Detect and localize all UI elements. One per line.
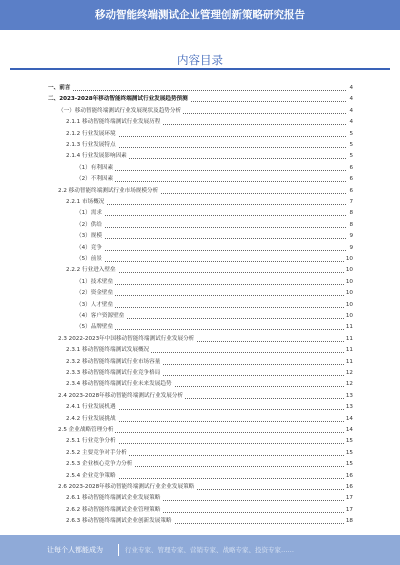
toc-page-number: 14 (345, 415, 353, 422)
toc-entry[interactable] (0, 209, 400, 218)
title-divider (10, 68, 390, 70)
toc-entry-title: 2.3.4 移动智能终端测试行业未来发展趋势 (66, 381, 172, 388)
toc-entry-title: 2.1.2 行业发展环境 (66, 130, 116, 137)
toc-entry-title: 2.3 2022-2023年中国移动智能终端测试行业发展分析 (58, 335, 195, 342)
toc-page-number: 17 (345, 506, 353, 513)
page-title: 内容目录 (177, 53, 223, 67)
toc-entry-title: 2.1.1 移动智能终端测试行业发展历程 (66, 119, 161, 126)
toc-entry[interactable] (0, 494, 400, 503)
toc-page-number: 4 (349, 107, 353, 114)
toc-entry[interactable] (0, 323, 400, 332)
toc-page-number: 13 (345, 404, 353, 411)
toc-entry-title: 2.4 2023-2028年移动智能终端测试行业发展分析 (58, 392, 184, 399)
toc-leader-dots (76, 181, 350, 182)
header-title: 移动智能终端测试企业管理创新策略研究报告 (95, 9, 305, 21)
toc-entry[interactable] (0, 95, 400, 104)
toc-entry[interactable] (0, 164, 400, 173)
toc-entry[interactable] (0, 187, 400, 196)
toc-entry[interactable] (0, 175, 400, 184)
toc-entry-title: （3）规模 (76, 233, 102, 240)
toc-page-number: 10 (345, 256, 353, 262)
footer-slogan: 让每个人都能成为 (47, 546, 103, 554)
toc-page-number: 18 (345, 518, 353, 525)
toc-entry-title: 2.3.3 移动智能终端测试行业竞争格局 (66, 370, 161, 376)
toc-entry-title: 2.2 移动智能终端测试行业市场规模分析 (58, 187, 159, 194)
toc-entry-title: （2）资金壁垒 (76, 290, 114, 297)
toc-entry-title: 2.5.4 企业竞争策略 (66, 472, 116, 479)
toc-entry[interactable] (0, 369, 400, 378)
toc-entry-title: 2.2.2 行业进入壁垒 (66, 267, 116, 274)
toc-entry-title: （5）品牌壁垒 (76, 324, 114, 331)
document-footer (0, 535, 400, 565)
toc-page-number: 8 (349, 210, 353, 217)
toc-page-number: 10 (345, 301, 353, 308)
toc-entry-title: （1）需求 (76, 210, 102, 217)
toc-page-number: 4 (349, 85, 353, 91)
toc-entry[interactable] (0, 506, 400, 515)
document-header (0, 0, 400, 30)
toc-leader-dots (76, 295, 350, 296)
toc-entry-title: 2.5.2 主要竞争对手分析 (66, 449, 127, 456)
toc-entry[interactable] (0, 335, 400, 344)
toc-leader-dots (76, 170, 350, 171)
toc-entry-title: 2.6.3 移动智能终端测试企业创新发展策略 (66, 518, 172, 525)
toc-entry[interactable] (0, 449, 400, 458)
toc-page-number: 7 (349, 199, 353, 205)
toc-entry[interactable] (0, 301, 400, 310)
toc-leader-dots (76, 307, 350, 308)
toc-entry-title: 2.5 企业战略管理分析 (58, 427, 114, 433)
toc-entry[interactable] (0, 289, 400, 298)
toc-entry[interactable] (0, 232, 400, 241)
toc-leader-dots (76, 329, 350, 330)
toc-entry-title: 2.1.3 行业发展特点 (66, 142, 116, 148)
toc-entry[interactable] (0, 198, 400, 207)
toc-leader-dots (76, 250, 350, 251)
toc-entry-title: （4）竞争 (76, 244, 102, 251)
toc-page-number: 16 (345, 484, 353, 490)
toc-page-number: 9 (349, 233, 353, 240)
toc-entry-title: 2.4.2 行业发展挑战 (66, 415, 116, 422)
toc-entry[interactable] (0, 221, 400, 230)
toc-entry-title: 2.3.2 移动智能终端测试行业市场容量 (66, 358, 161, 365)
toc-entry[interactable] (0, 266, 400, 275)
toc-page-number: 4 (349, 119, 353, 126)
toc-leader-dots (76, 238, 350, 239)
toc-leader-dots (76, 215, 350, 216)
toc-page-number: 6 (349, 176, 353, 183)
toc-entry-title: （4）客户资源壁垒 (76, 313, 125, 319)
toc-entry[interactable] (0, 84, 400, 93)
toc-page-number: 5 (349, 130, 353, 137)
toc-page-number: 5 (349, 142, 353, 148)
toc-entry[interactable] (0, 141, 400, 150)
toc-entry[interactable] (0, 472, 400, 481)
toc-entry-title: 2.5.3 企业核心竞争力分析 (66, 461, 133, 468)
toc-page-number: 8 (349, 221, 353, 228)
toc-entry-title: 二、2023-2028年移动智能终端测试行业发展趋势预测 (48, 96, 188, 103)
toc-entry-title: （3）人才壁垒 (76, 301, 114, 308)
toc-page-number: 16 (345, 472, 353, 479)
toc-entry-title: 2.6 2023-2028年移动智能终端测试行业企业发展策略 (58, 484, 195, 490)
toc-entry[interactable] (0, 460, 400, 469)
toc-page-number: 14 (345, 427, 353, 433)
toc-entry-title: 2.6.2 移动智能终端测试企业管理策略 (66, 506, 161, 513)
toc-page-number: 11 (345, 324, 353, 331)
toc-page-number: 11 (345, 335, 353, 342)
toc-leader-dots (76, 261, 350, 262)
toc-entry-title: 2.2.1 市场概况 (66, 199, 105, 205)
toc-page-number: 15 (345, 449, 353, 456)
toc-entry-title: 2.6.1 移动智能终端测试企业发展策略 (66, 495, 161, 502)
toc-entry[interactable] (0, 244, 400, 253)
toc-entry[interactable] (0, 255, 400, 264)
footer-tagline: 行业专家、管理专家、营销专家、战略专家、投资专家…… (125, 546, 294, 554)
toc-entry[interactable] (0, 392, 400, 401)
toc-page-number: 4 (349, 96, 353, 103)
toc-page-number: 15 (345, 438, 353, 445)
toc-page-number: 11 (345, 347, 353, 354)
toc-page-number: 10 (345, 290, 353, 297)
toc-page-number: 5 (349, 153, 353, 160)
toc-page-number: 12 (345, 370, 353, 376)
toc-page-number: 11 (345, 358, 353, 365)
toc-entry[interactable] (0, 130, 400, 139)
toc-entry[interactable] (0, 403, 400, 412)
toc-page-number: 6 (349, 187, 353, 194)
toc-leader-dots (76, 227, 350, 228)
toc-entry-title: （5）前景 (76, 256, 102, 262)
toc-entry-title: 2.5.1 行业竞争分析 (66, 438, 116, 445)
toc-page-number: 13 (345, 392, 353, 399)
toc-leader-dots (66, 204, 350, 205)
toc-page-number: 6 (349, 164, 353, 171)
toc-entry[interactable] (0, 346, 400, 355)
toc-entry[interactable] (0, 118, 400, 127)
toc-entry[interactable] (0, 426, 400, 435)
toc-entry[interactable] (0, 152, 400, 161)
toc-entry-title: 2.4.1 行业发展机遇 (66, 404, 116, 411)
toc-entry[interactable] (0, 483, 400, 492)
toc-leader-dots (48, 90, 350, 91)
toc-page-number: 10 (345, 267, 353, 274)
toc-page-number: 10 (345, 313, 353, 319)
toc-entry-title: （2）不利因素 (76, 176, 114, 183)
toc-entry-title: （1）技术壁垒 (76, 278, 114, 285)
toc-entry[interactable] (0, 312, 400, 321)
toc-page-number: 10 (345, 278, 353, 285)
toc-entry[interactable] (0, 278, 400, 287)
toc-page-number: 15 (345, 461, 353, 468)
toc-page-number: 9 (349, 244, 353, 251)
toc-entry[interactable] (0, 380, 400, 389)
toc-entry[interactable] (0, 415, 400, 424)
toc-entry-title: 2.1.4 行业发展影响因素 (66, 153, 127, 160)
footer-divider (118, 544, 119, 556)
toc-page-number: 17 (345, 495, 353, 502)
toc-page-number: 12 (345, 381, 353, 388)
toc-entry[interactable] (0, 358, 400, 367)
toc-entry-title: 一、前言 (48, 85, 71, 91)
toc-entry-title: （2）供给 (76, 221, 102, 228)
toc-entry-title: 2.3.1 移动智能终端测试发展概况 (66, 347, 150, 354)
toc-entry[interactable] (0, 437, 400, 446)
toc-entry[interactable] (0, 107, 400, 116)
toc-leader-dots (76, 284, 350, 285)
toc-entry-title: （一）移动智能终端测试行业发展现状及趋势分析 (58, 107, 182, 114)
toc-entry[interactable] (0, 517, 400, 526)
toc-entry-title: （1）有利因素 (76, 164, 114, 171)
